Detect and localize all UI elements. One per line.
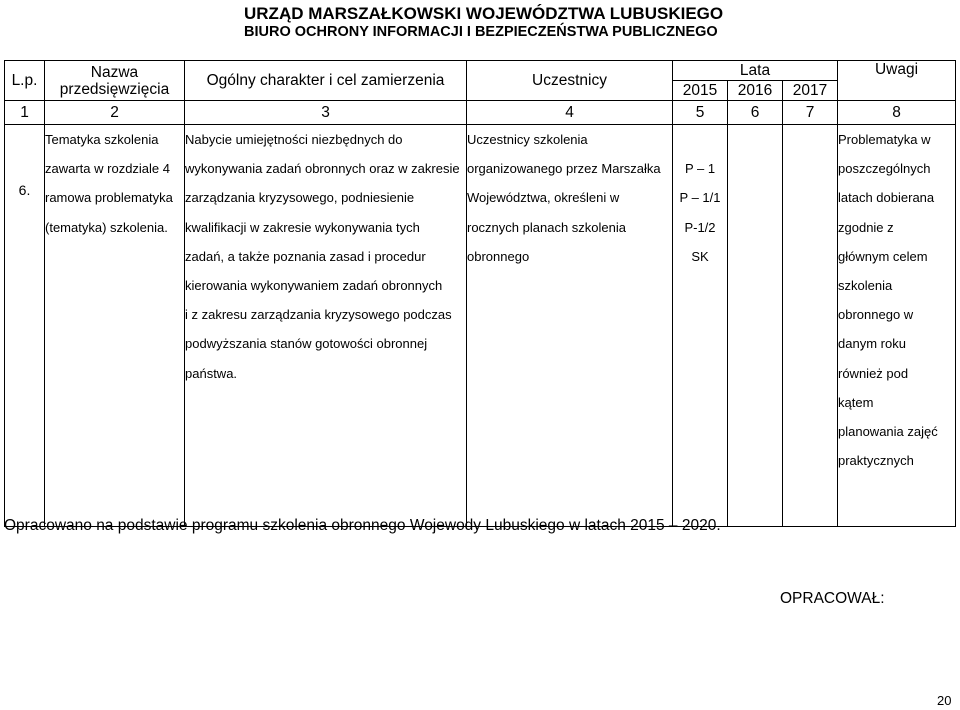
row-lata-cell (673, 125, 728, 527)
row-2016-cell (728, 125, 783, 527)
header-year-2017: 2017 (783, 81, 838, 101)
row-lata-line: P – 1/1 (679, 190, 721, 206)
header-lata: Lata (673, 61, 838, 81)
column-number: 7 (783, 101, 838, 125)
row-nazwa-line: Tematyka szkolenia (45, 132, 159, 147)
row-uczestnicy-line: obronnego (467, 248, 530, 264)
row-nazwa-line: zawarta w rozdziale 4 (45, 161, 170, 177)
row-charakter-line: Nabycie umiejętności niezbędnych do (185, 132, 403, 147)
row-uwagi-line: głównym celem (838, 248, 928, 264)
header-nazwa-line2: przedsięwzięcia (59, 80, 170, 98)
row-uwagi-cell (838, 125, 956, 527)
table-row (5, 125, 956, 527)
row-uczestnicy (467, 125, 672, 271)
row-uczestnicy-cell (467, 125, 673, 527)
row-uwagi-line: danym roku (838, 336, 906, 352)
row-charakter-line: kierowania wykonywaniem zadań obronnych (185, 277, 443, 293)
page-number: 20 (937, 693, 952, 708)
row-uwagi-line: również pod (838, 365, 909, 381)
row-uczestnicy-line: Uczestnicy szkolenia (467, 132, 588, 147)
row-uwagi-line: latach dobierana (838, 190, 935, 206)
header-charakter: Ogólny charakter i cel zamierzenia (185, 61, 467, 101)
row-2017-cell (783, 125, 838, 527)
row-uwagi-line: Problematyka w (838, 132, 931, 147)
signature-label: OPRACOWAŁ: (780, 590, 885, 607)
source-note: Opracowano na podstawie programu szkolenia obronnego Wojewody Lubuskiego w latach 2015 – 2020. (4, 517, 721, 534)
office-subtitle: BIURO OCHRONY INFORMACJI I BEZPIECZEŃSTWA PUBLICZNEGO (244, 24, 718, 40)
column-number: 3 (185, 101, 467, 125)
column-number: 2 (45, 101, 185, 125)
row-uwagi-line: obronnego w (838, 307, 914, 323)
row-nazwa-cell (45, 125, 185, 527)
row-uwagi-line: zgodnie z (838, 219, 894, 235)
row-charakter-line: podwyższania stanów gotowości obronnej (185, 336, 428, 352)
row-lata-line (673, 125, 727, 154)
row-charakter-line: państwa. (185, 365, 238, 381)
row-charakter-cell (185, 125, 467, 527)
row-uwagi-line: poszczególnych (838, 161, 931, 177)
row-nazwa-line: ramowa problematyka (45, 190, 173, 206)
row-lata-line: P – 1 (684, 161, 716, 177)
row-charakter-line: wykonywania zadań obronnych oraz w zakresie (185, 161, 460, 177)
row-uczestnicy-line: organizowanego przez Marszałka (467, 161, 661, 177)
row-uwagi-line: szkolenia (838, 277, 893, 293)
office-title: URZĄD MARSZAŁKOWSKI WOJEWÓDZTWA LUBUSKIEGO (244, 4, 724, 23)
header-year-2016: 2016 (728, 81, 783, 101)
row-charakter-line: zadań, a także poznania zasad i procedur (185, 248, 426, 264)
row-uwagi (838, 125, 955, 475)
header-nazwa-line1: Nazwa (90, 63, 139, 81)
row-uwagi-line: planowania zajęć (838, 423, 938, 439)
row-lp-cell (5, 125, 45, 527)
row-lata-line: SK (691, 248, 709, 264)
header-lp: L.p. (5, 61, 45, 101)
header-uczestnicy: Uczestnicy (467, 61, 673, 101)
column-number: 1 (5, 101, 45, 125)
column-number: 4 (467, 101, 673, 125)
row-nazwa (45, 125, 184, 242)
row-uwagi-line: kątem (838, 394, 874, 410)
row-charakter-line: kwalifikacji w zakresie wykonywania tych (185, 219, 420, 235)
row-uwagi-line: praktycznych (838, 453, 914, 469)
column-number: 6 (728, 101, 783, 125)
header-year-2015: 2015 (673, 81, 728, 101)
column-number-row (5, 101, 956, 125)
training-plan-table (4, 60, 956, 527)
header-row-1 (5, 61, 956, 81)
header-nazwa (45, 61, 185, 101)
row-charakter (185, 125, 466, 388)
header-uwagi: Uwagi (838, 61, 956, 101)
row-lp: 6. (18, 182, 31, 198)
row-charakter-line: i z zakresu zarządzania kryzysowego podczas (185, 307, 452, 323)
row-lata-line: P-1/2 (684, 219, 716, 235)
column-number: 8 (838, 101, 956, 125)
row-uczestnicy-line: Województwa, określeni w (467, 190, 620, 206)
column-number: 5 (673, 101, 728, 125)
row-uczestnicy-line: rocznych planach szkolenia (467, 219, 626, 235)
row-lata (673, 125, 727, 271)
row-charakter-line: zarządzania kryzysowego, podniesienie (185, 190, 415, 206)
row-nazwa-line: (tematyka) szkolenia. (45, 219, 168, 235)
